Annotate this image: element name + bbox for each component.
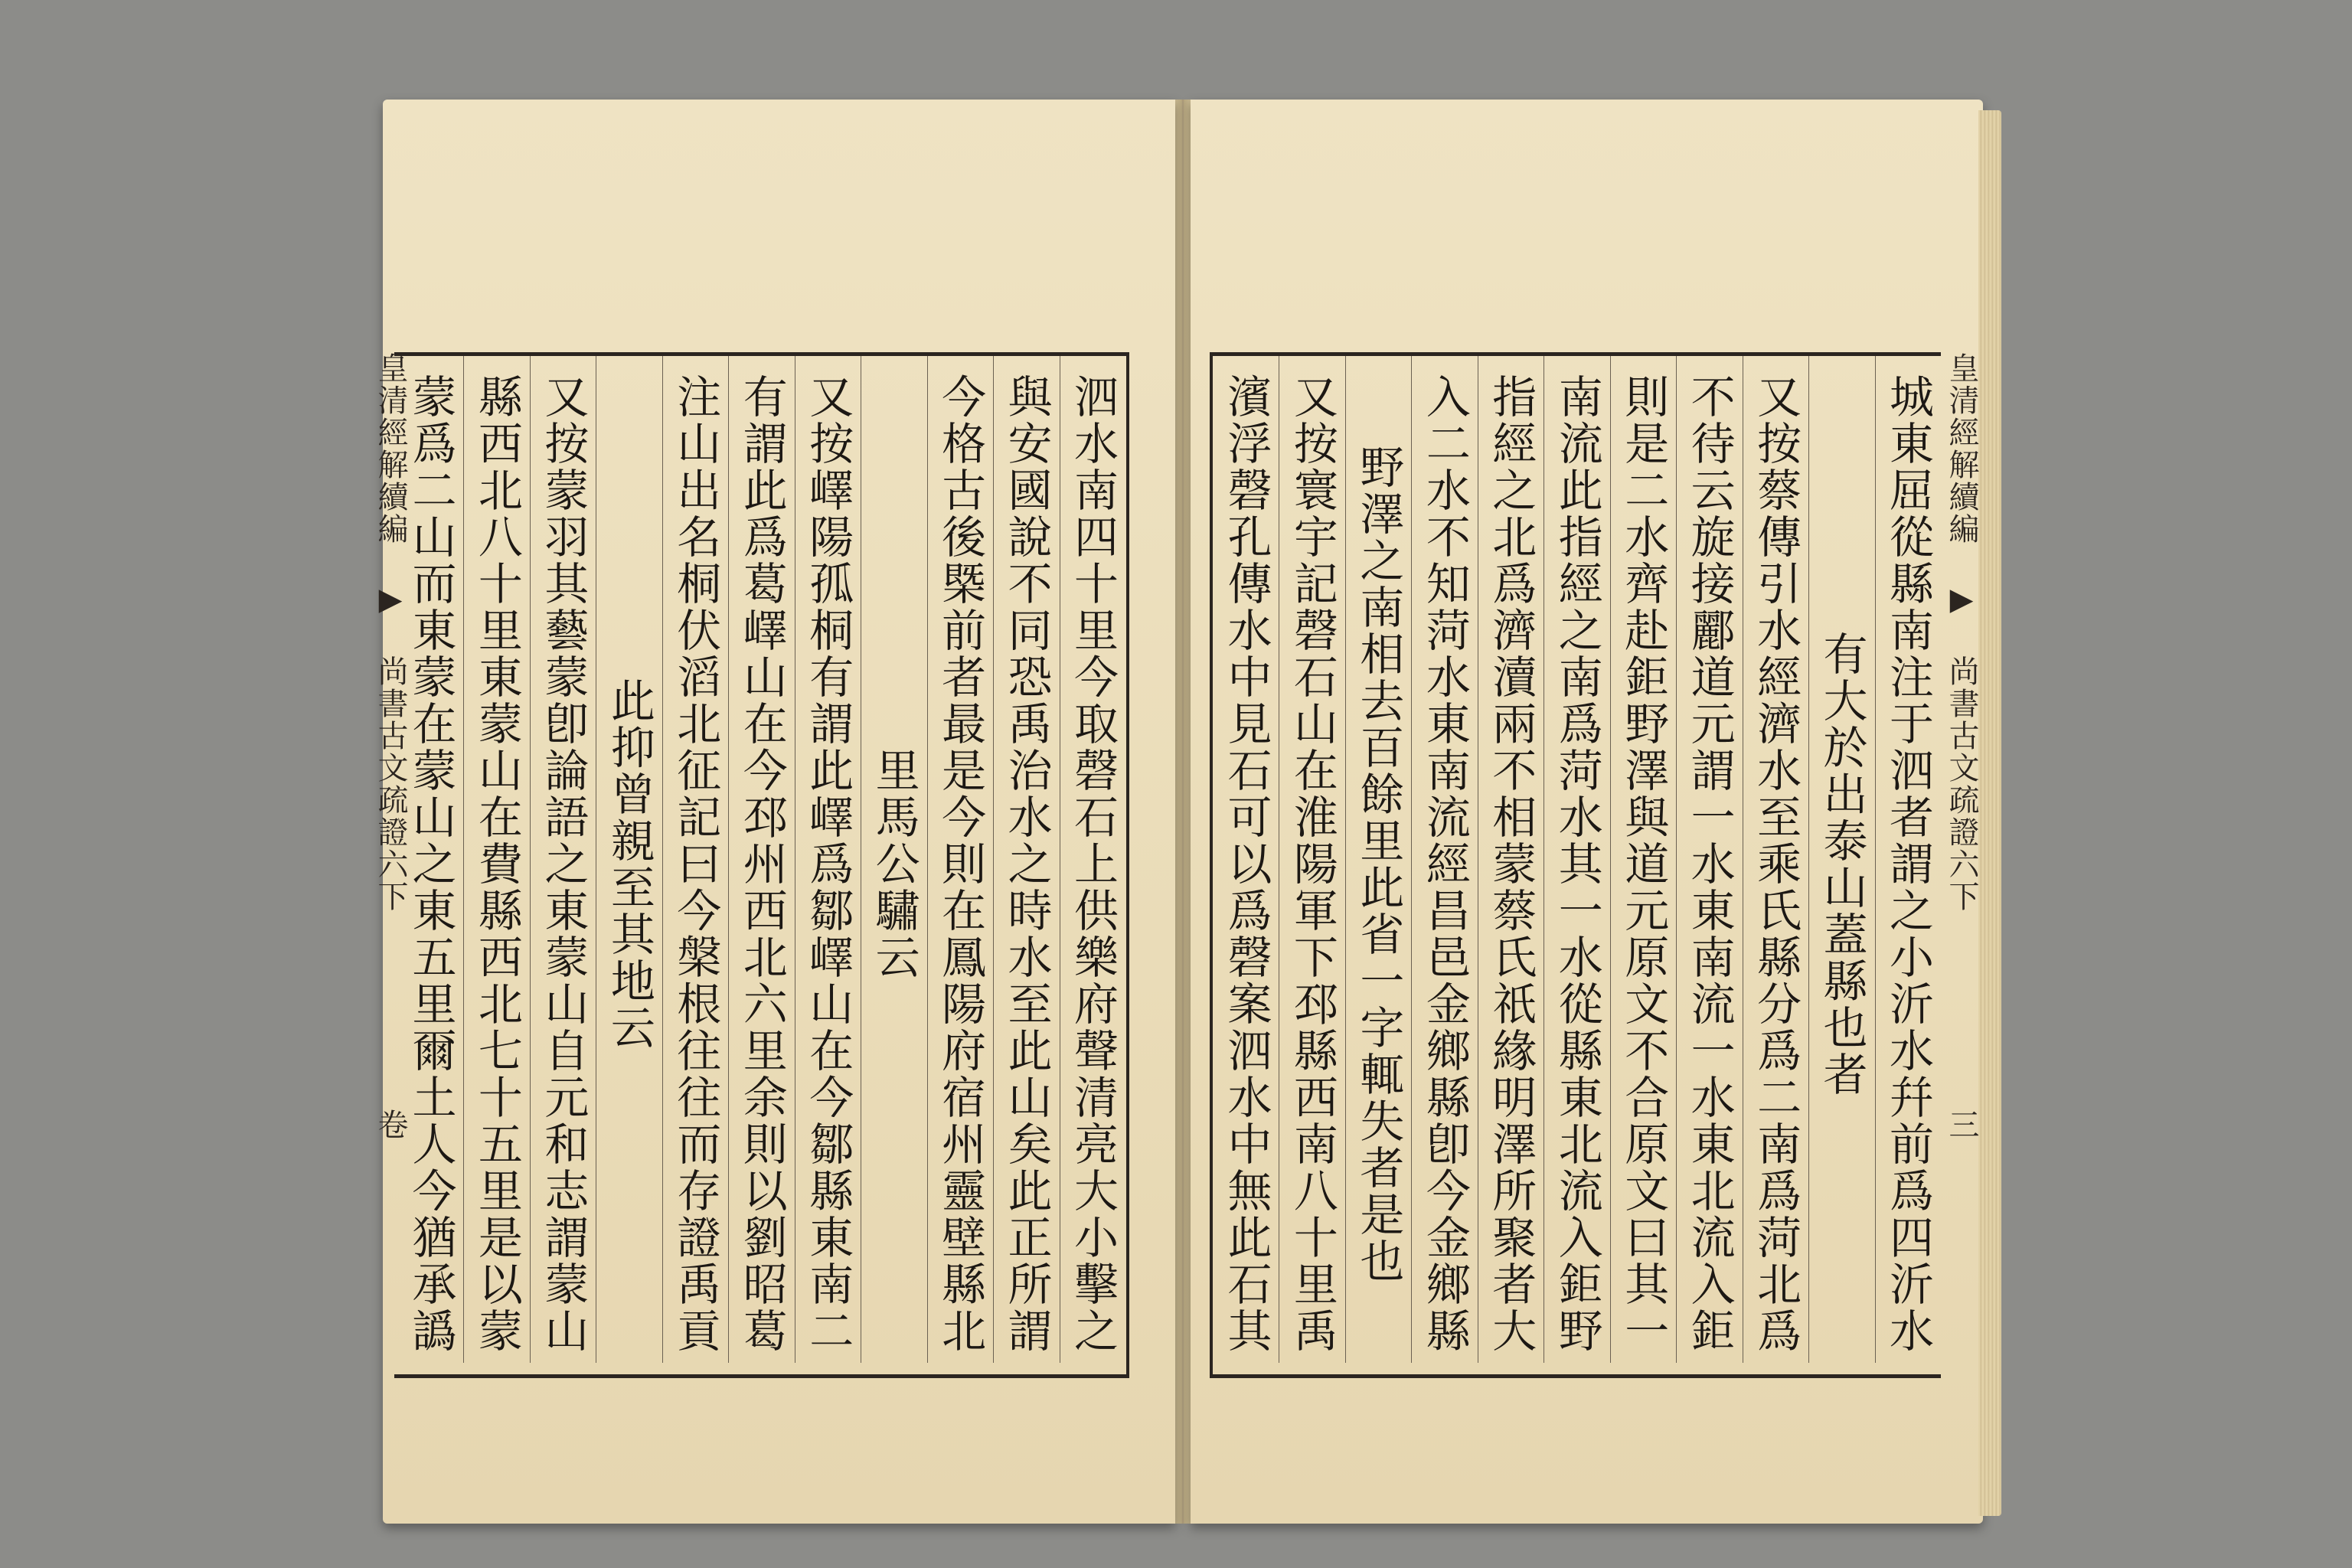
right-margin-title: 皇清經解續編: [1944, 352, 1979, 545]
left-text-columns: [398, 356, 1125, 1363]
text-column: 有大於出泰山蓋縣也者: [1809, 356, 1875, 1363]
text-column: 指經之北爲濟瀆兩不相蒙蔡氏祇緣明澤所聚者大: [1478, 356, 1544, 1363]
right-margin-marker: ▶: [1944, 582, 1979, 619]
text-column: 入二水不知菏水東南流經昌邑金鄉縣卽今金鄉縣: [1412, 356, 1478, 1363]
open-book: [375, 92, 1991, 1531]
text-column: 與安國說不同恐禹治水之時水至此山矣此正所謂: [994, 356, 1060, 1363]
right-text-columns: [1214, 356, 1941, 1363]
left-page: [373, 100, 1175, 1524]
right-margin-section: 尚書古文疏證六下: [1944, 655, 1979, 913]
text-column: 又按寰宇記磬石山在淮陽軍下邳縣西南八十里禹: [1279, 356, 1345, 1363]
text-column: 又按蔡傳引水經濟水至乘氏縣分爲二南爲菏北爲: [1743, 356, 1809, 1363]
text-column: 不待云旋接酈道元謂一水東南流一水東北流入鉅: [1677, 356, 1743, 1363]
text-column: 有謂此爲葛嶧山在今邳州西北六里余則以劉昭葛: [729, 356, 795, 1363]
text-column: 濱浮磬孔傳水中見石可以爲磬案泗水中無此石其: [1214, 356, 1279, 1363]
left-margin-title: 皇清經解續編: [373, 352, 408, 545]
left-margin-section: 尚書古文疏證六下: [373, 655, 408, 913]
left-margin-folio: 卷: [373, 1109, 408, 1141]
right-margin-folio: 三: [1944, 1109, 1979, 1141]
text-column: 今格古後槩前者最是今則在鳳陽府宿州靈壁縣北: [928, 356, 994, 1363]
text-column: 則是二水齊赴鉅野澤與道元原文不合原文曰其一: [1611, 356, 1677, 1363]
text-column: 此抑曾親至其地云: [596, 356, 662, 1363]
text-column: 城東屈從縣南注于泗者謂之小沂水幷前爲四沂水: [1882, 374, 1934, 1354]
right-page-margin: [1940, 352, 1983, 1378]
text-column: 蒙爲二山而東蒙在蒙山之東五里爾土人今猶承譌: [398, 356, 464, 1363]
text-column: 野澤之南相去百餘里此省一字輒失者是也: [1346, 356, 1412, 1363]
text-column: 南流此指經之南爲菏水其一水從縣東北流入鉅野: [1544, 356, 1610, 1363]
left-margin-marker: ▶: [373, 582, 408, 619]
text-column: 又按嶧陽孤桐有謂此嶧爲鄒嶧山在今鄒縣東南二: [795, 356, 861, 1363]
text-column: 又按蒙羽其藝蒙卽論語之東蒙山自元和志謂蒙山: [531, 356, 596, 1363]
text-column: 注山出名桐伏滔北征記曰今槃根往往而存證禹貢: [663, 356, 729, 1363]
text-column: 縣西北八十里東蒙山在費縣西北七十五里是以蒙: [464, 356, 530, 1363]
text-column: 里馬公驌云: [861, 356, 927, 1363]
right-page: [1191, 100, 1983, 1524]
text-column: 泗水南四十里今取磬石上供樂府聲清亮大小擊之: [1067, 374, 1119, 1354]
